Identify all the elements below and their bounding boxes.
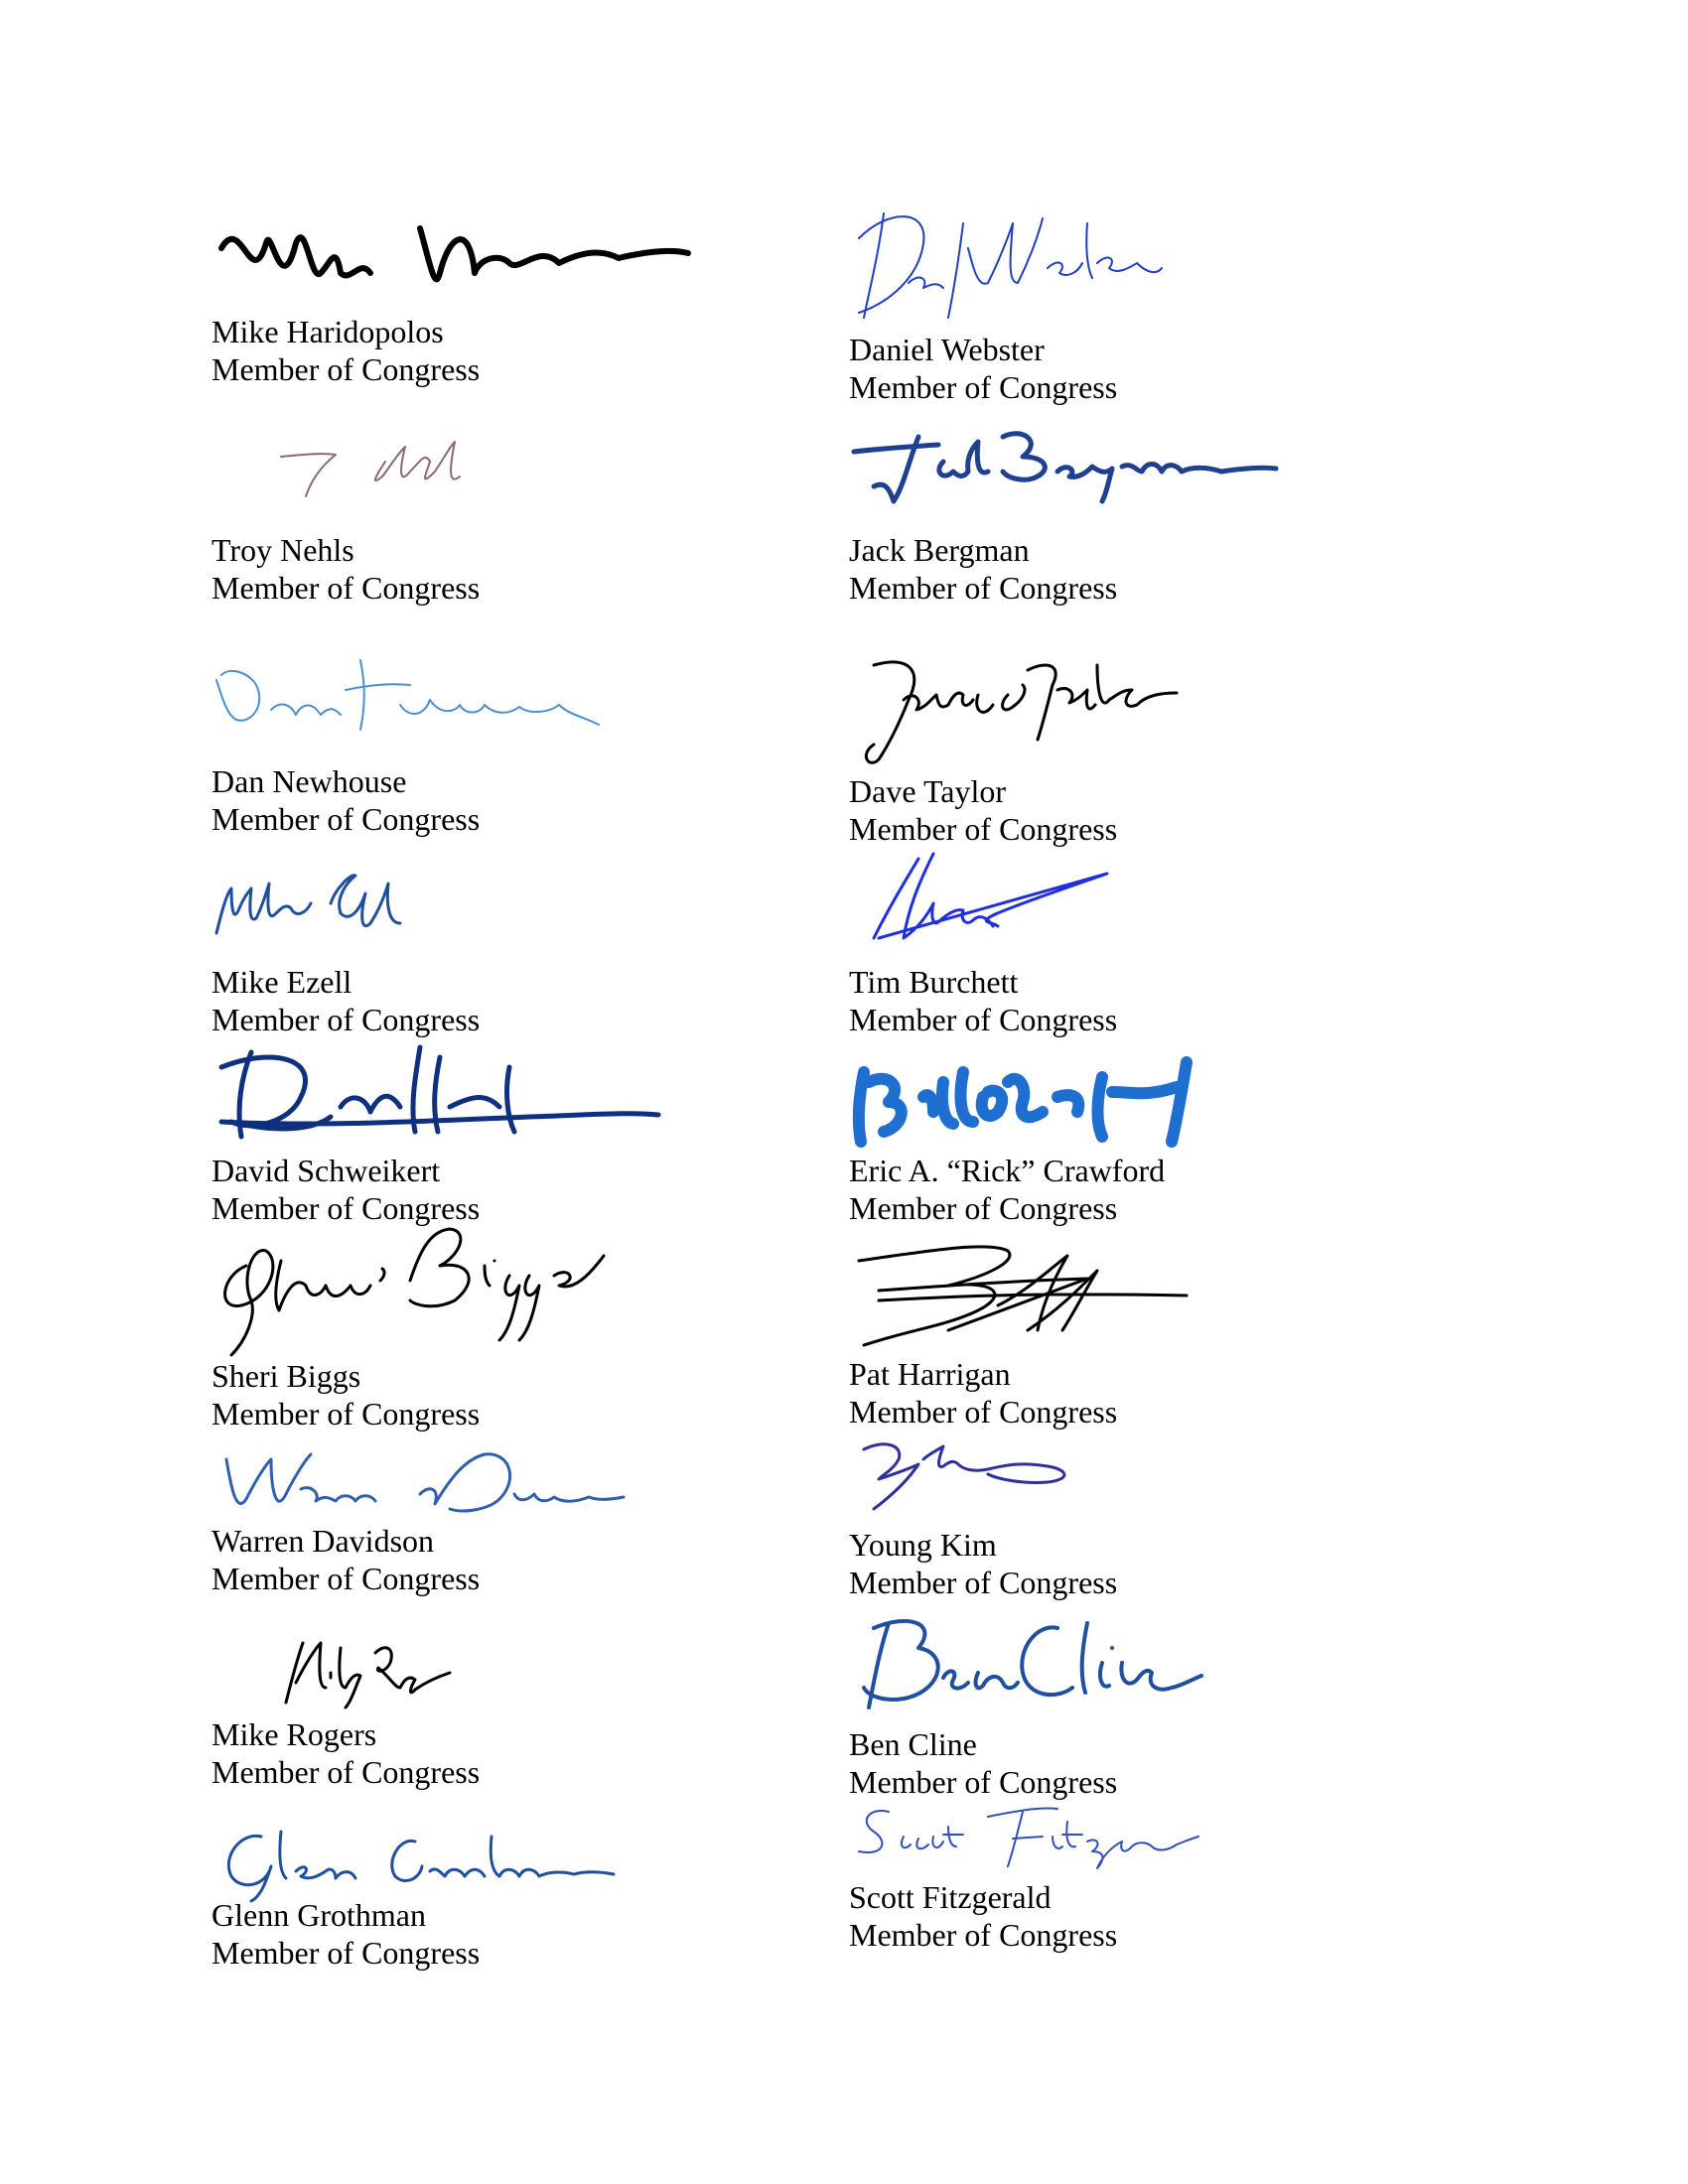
signer-name: Glenn Grothman xyxy=(211,1897,426,1933)
signature-image-biggs xyxy=(211,1221,609,1360)
signer-title: Member of Congress xyxy=(211,351,481,387)
signer-title: Member of Congress xyxy=(849,1002,1118,1037)
signature-image-grothman xyxy=(211,1817,629,1906)
signer-title: Member of Congress xyxy=(849,1917,1118,1953)
signature-image-davidson xyxy=(211,1439,629,1529)
signer-title: Member of Congress xyxy=(211,1002,481,1037)
signature-image-haridopolos xyxy=(211,204,708,313)
signer-title: Member of Congress xyxy=(211,1190,481,1226)
signer-name: Troy Nehls xyxy=(211,532,354,568)
signer-title: Member of Congress xyxy=(849,811,1118,847)
signer-title: Member of Congress xyxy=(849,1394,1118,1430)
signer-name: Scott Fitzgerald xyxy=(849,1879,1052,1915)
signer-title: Member of Congress xyxy=(211,1754,481,1790)
signer-name: Warren Davidson xyxy=(211,1523,435,1559)
signature-image-webster xyxy=(849,204,1167,333)
signer-title: Member of Congress xyxy=(849,1565,1118,1600)
signature-image-newhouse xyxy=(211,645,609,745)
signature-image-crawford xyxy=(849,1042,1246,1152)
signer-title: Member of Congress xyxy=(211,801,481,837)
signer-name: Tim Burchett xyxy=(849,964,1019,1000)
signature-image-taylor xyxy=(849,645,1187,774)
signer-name: Mike Haridopolos xyxy=(211,314,444,349)
signer-name: Jack Bergman xyxy=(849,532,1030,568)
signature-image-burchett xyxy=(849,849,1167,948)
signer-title: Member of Congress xyxy=(211,1935,481,1971)
signer-name: Mike Ezell xyxy=(211,964,352,1000)
signer-name: Dan Newhouse xyxy=(211,763,407,799)
signer-name: Young Kim xyxy=(849,1527,997,1563)
signature-image-ezell xyxy=(211,864,450,943)
signature-image-rogers xyxy=(211,1628,490,1712)
signer-title: Member of Congress xyxy=(211,1396,481,1432)
signer-name: Pat Harrigan xyxy=(849,1356,1011,1392)
signer-name: Ben Cline xyxy=(849,1726,977,1762)
signature-image-fitzgerald xyxy=(849,1797,1206,1876)
signer-name: Mike Rogers xyxy=(211,1716,377,1752)
signer-title: Member of Congress xyxy=(211,570,481,606)
signature-image-harrigan xyxy=(849,1231,1206,1350)
signature-image-kim xyxy=(849,1425,1107,1524)
signer-name: Eric A. “Rick” Crawford xyxy=(849,1153,1166,1188)
signer-title: Member of Congress xyxy=(849,1764,1118,1800)
signature-image-nehls xyxy=(211,417,529,506)
signature-image-schweikert xyxy=(211,1037,668,1147)
signer-name: Daniel Webster xyxy=(849,332,1045,367)
signature-image-cline xyxy=(849,1608,1206,1717)
signature-image-bergman xyxy=(849,417,1286,506)
signer-name: Sheri Biggs xyxy=(211,1358,361,1394)
signer-title: Member of Congress xyxy=(849,1190,1118,1226)
signer-title: Member of Congress xyxy=(849,570,1118,606)
signer-title: Member of Congress xyxy=(211,1561,481,1596)
signer-title: Member of Congress xyxy=(849,369,1118,405)
signer-name: Dave Taylor xyxy=(849,773,1006,809)
signer-name: David Schweikert xyxy=(211,1153,441,1188)
